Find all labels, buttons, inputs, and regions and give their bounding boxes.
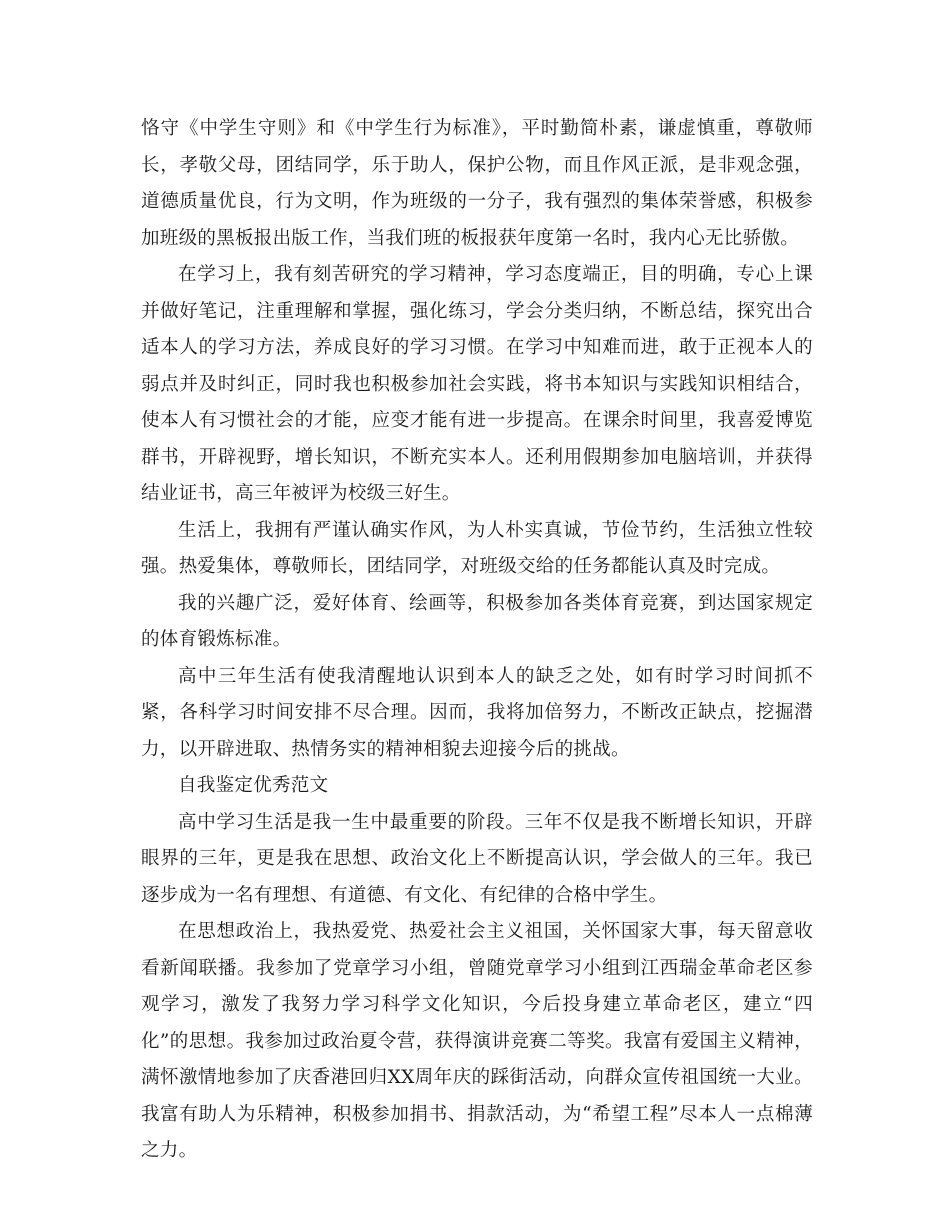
paragraph-2: 在学习上，我有刻苦研究的学习精神，学习态度端正，目的明确，专心上课并做好笔记，注重理解和掌握，强化练习，学会分类归纳，不断总结，探究出合适本人的学习方法，养成良好的学习习惯。在学习中知难而进，敢于正视本人的弱点并及时纠正，同时我也积极参加社会实践，将书本知识与实践知识相结合，使本人有习惯社会的才能，应变才能有进一步提高。在课余时间里，我喜爱博览群书，开辟视野，增长知识，不断充实本人。还利用假期参加电脑培训，并获得结业证书，高三年被评为校级三好生。: [141, 264, 813, 504]
paragraph-6: 高中学习生活是我一生中最重要的阶段。三年不仅是我不断增长知识，开辟眼界的三年，更是我在思想、政治文化上不断提高认识，学会做人的三年。我已逐步成为一名有理想、有道德、有文化、有纪律的合格中学生。: [141, 811, 813, 906]
section-heading: 自我鉴定优秀范文: [178, 775, 329, 796]
paragraph-7: 在思想政治上，我热爱党、热爱社会主义祖国，关怀国家大事，每天留意收看新闻联播。我参加了党章学习小组，曾随党章学习小组到江西瑞金革命老区参观学习，激发了我努力学习科学文化知识，今后投身建立革命老区，建立“四化”的思想。我参加过政治夏令营，获得演讲竞赛二等奖。我富有爱国主义精神，满怀激情地参加了庆香港回归XX周年庆的踩街活动，向群众宣传祖国统一大业。我富有助人为乐精神，积极参加捐书、捐款活动，为“希望工程”尽本人一点棉薄之力。: [141, 921, 813, 1161]
paragraph-1: 恪守《中学生守则》和《中学生行为标准》，平时勤简朴素，谦虚慎重，尊敬师长，孝敬父母，团结同学，乐于助人，保护公物，而且作风正派，是非观念强，道德质量优良，行为文明，作为班级的一分子，我有强烈的集体荣誉感，积极参加班级的黑板报出版工作，当我们班的板报获年度第一名时，我内心无比骄傲。: [141, 118, 813, 249]
paragraph-3: 生活上，我拥有严谨认确实作风，为人朴实真诚，节俭节约，生活独立性较强。热爱集体，尊敬师长，团结同学，对班级交给的任务都能认真及时完成。: [141, 519, 813, 577]
paragraph-5: 高中三年生活有使我清醒地认识到本人的缺乏之处，如有时学习时间抓不紧，各科学习时间安排不尽合理。因而，我将加倍努力，不断改正缺点，挖掘潜力，以开辟进取、热情务实的精神相貌去迎接今后的挑战。: [141, 665, 813, 760]
document-body: [141, 111, 813, 1170]
paragraph-4: 我的兴趣广泛，爱好体育、绘画等，积极参加各类体育竞赛，到达国家规定的体育锻炼标准。: [141, 592, 813, 650]
